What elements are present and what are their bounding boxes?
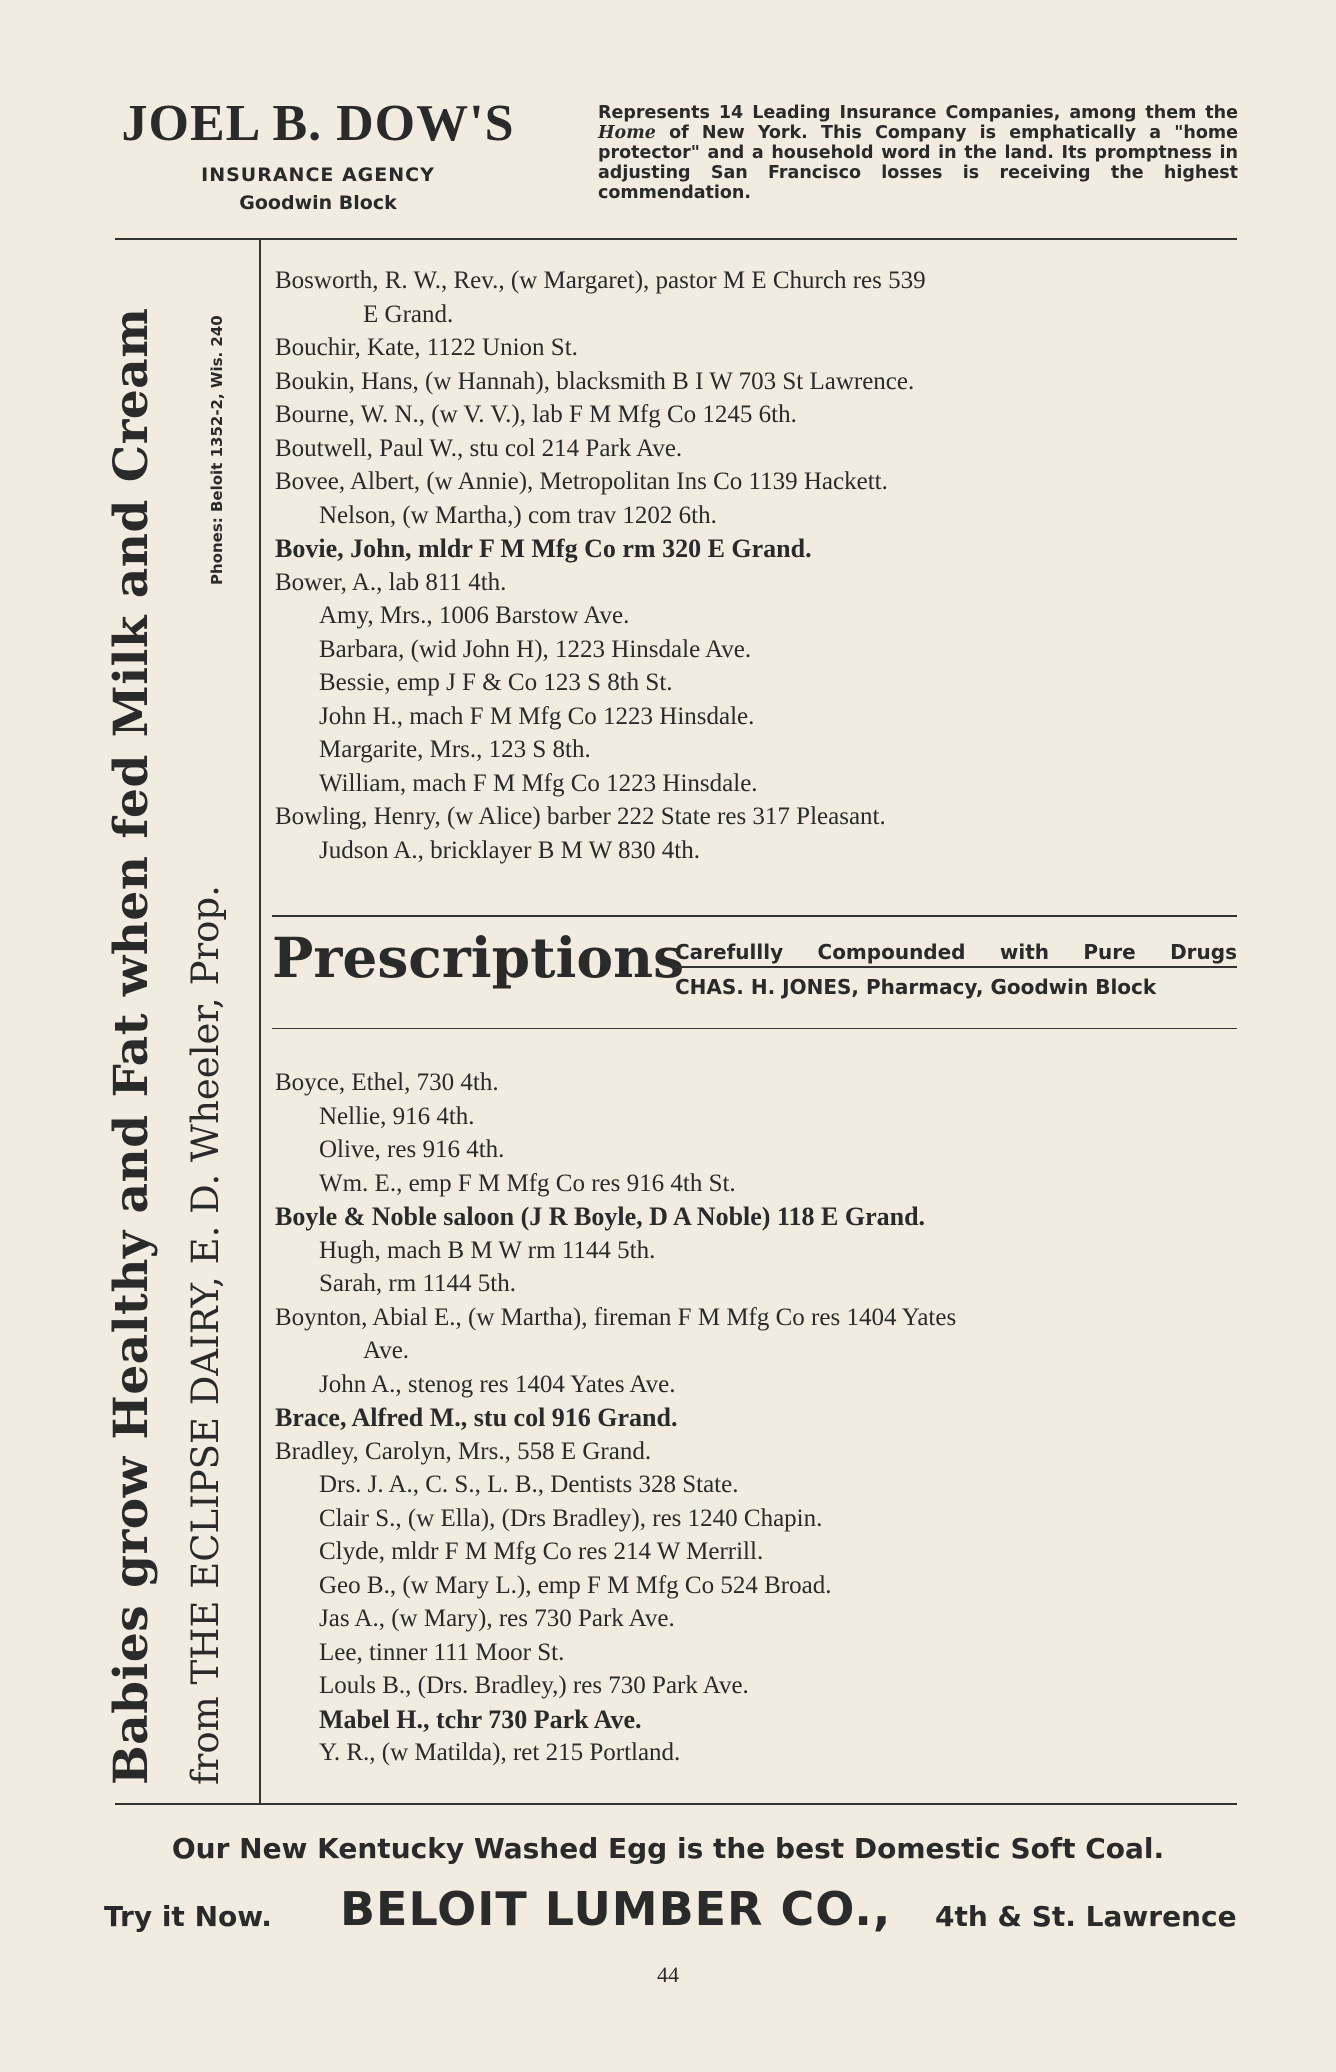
dow-desc-italic: Home — [598, 123, 656, 143]
entry-text: William, mach F M Mfg Co 1223 Hinsdale. — [319, 769, 758, 797]
entry-text: John A., stenog res 1404 Yates Ave. — [319, 1370, 676, 1398]
entry-text: Clyde, mldr F M Mfg Co res 214 W Merrill. — [319, 1538, 764, 1565]
dairy-slogan: Babies grow Healthy and Fat when fed Milk and Cream — [104, 307, 159, 1785]
directory-entry — [275, 767, 1240, 801]
entry-text: Brace, Alfred M., stu col 916 Grand. — [275, 1403, 678, 1432]
directory-entry — [275, 432, 1240, 466]
directory-entry — [275, 1167, 1240, 1201]
rx-pharmacy: CHAS. H. JONES, Pharmacy, Goodwin Block — [675, 975, 1157, 999]
rx-rule-bottom — [272, 1028, 1237, 1029]
directory-entry — [275, 733, 1240, 767]
directory-entry — [275, 1301, 1240, 1368]
directory-entry — [275, 264, 1240, 331]
entry-text: Louls B., (Drs. Bradley,) res 730 Park Ave. — [319, 1672, 749, 1699]
entry-text: Hugh, mach B M W rm 1144 5th. — [319, 1236, 656, 1264]
entry-text: Bovie, John, mldr F M Mfg Co rm 320 E Grand. — [275, 534, 812, 563]
entry-text: Boukin, Hans, (w Hannah), blacksmith B I W 703 St Lawrence. — [275, 367, 915, 395]
directory-entry — [275, 1200, 1240, 1234]
entry-text: Mabel H., tchr 730 Park Ave. — [319, 1704, 642, 1734]
rx-tagline: Carefullly Compounded with Pure Drugs — [675, 940, 1237, 968]
entry-text: Drs. J. A., C. S., L. B., Dentists 328 State. — [319, 1471, 739, 1498]
rx-rule-top — [272, 915, 1237, 917]
entry-text: Bowling, Henry, (w Alice) barber 222 State res 317 Pleasant. — [275, 803, 886, 830]
dow-agency-label: INSURANCE AGENCY — [201, 164, 435, 186]
entry-text: Bradley, Carolyn, Mrs., 558 E Grand. — [275, 1437, 652, 1465]
directory-entry — [275, 1602, 1240, 1636]
directory-entry — [275, 1569, 1240, 1603]
entry-text: Bovee, Albert, (w Annie), Metropolitan Ins Co 1139 Hackett. — [275, 468, 888, 495]
directory-entry — [275, 1502, 1240, 1536]
directory-entry — [275, 1669, 1240, 1703]
directory-entry — [275, 800, 1240, 834]
coal-ad-line: Our New Kentucky Washed Egg is the best Domestic Soft Coal. — [171, 1832, 1165, 1865]
entry-text: Barbara, (wid John H), 1223 Hinsdale Ave. — [319, 635, 752, 663]
column-rule — [259, 238, 261, 1804]
dow-name: JOEL B. DOW'S — [121, 95, 515, 152]
directory-entry — [275, 499, 1240, 533]
entry-text: John H., mach F M Mfg Co 1223 Hinsdale. — [319, 702, 755, 730]
directory-entry — [275, 1066, 1240, 1100]
beloit-lumber-address: 4th & St. Lawrence — [935, 1900, 1237, 1933]
dow-desc-a: Represents 14 Leading Insurance Companies, among them the — [598, 103, 1238, 123]
entry-text: Sarah, rm 1144 5th. — [319, 1270, 516, 1297]
entry-text: Wm. E., emp F M Mfg Co res 916 4th St. — [319, 1169, 736, 1197]
entry-text: Nelson, (w Martha,) com trav 1202 6th. — [319, 501, 717, 529]
dairy-name: from THE ECLIPSE DAIRY, E. D. Wheeler, Prop. — [184, 885, 227, 1785]
directory-entry — [275, 1133, 1240, 1167]
entry-text: Bourne, W. N., (w V. V.), lab F M Mfg Co 1245 6th. — [275, 401, 797, 428]
entry-text: Boynton, Abial E., (w Martha), fireman F M Mfg Co res 1404 Yates — [275, 1303, 957, 1331]
directory-entry — [275, 365, 1240, 399]
directory-entry — [275, 633, 1240, 667]
directory-entry — [275, 1368, 1240, 1402]
entry-text: Bessie, emp J F & Co 123 S 8th St. — [319, 669, 673, 696]
entry-text: Olive, res 916 4th. — [319, 1136, 505, 1163]
bottom-rule — [115, 1803, 1237, 1805]
listings-top — [275, 264, 1240, 867]
dow-ad-description — [598, 103, 1238, 203]
entry-text: Margarite, Mrs., 123 S 8th. — [319, 736, 591, 763]
directory-entry — [275, 1435, 1240, 1469]
directory-entry — [275, 1468, 1240, 1502]
directory-entry — [275, 599, 1240, 633]
entry-text: Y. R., (w Matilda), ret 215 Portland. — [319, 1739, 681, 1766]
top-rule — [115, 238, 1237, 240]
directory-entry — [275, 700, 1240, 734]
directory-entry — [275, 331, 1240, 365]
entry-text: Judson A., bricklayer B M W 830 4th. — [319, 836, 701, 864]
entry-text: Bosworth, R. W., Rev., (w Margaret), pastor M E Church res 539 — [275, 267, 926, 294]
directory-entry — [275, 666, 1240, 700]
entry-text: Boyle & Noble saloon (J R Boyle, D A Noble) 118 E Grand. — [275, 1202, 926, 1231]
dairy-phones: Phones: Beloit 1352-2, Wis. 240 — [208, 315, 226, 585]
entry-text: Amy, Mrs., 1006 Barstow Ave. — [319, 602, 630, 629]
directory-entry — [275, 1401, 1240, 1435]
directory-entry — [275, 398, 1240, 432]
directory-entry — [275, 1267, 1240, 1301]
directory-entry — [275, 465, 1240, 499]
directory-entry — [275, 1636, 1240, 1670]
dow-location: Goodwin Block — [239, 192, 397, 214]
directory-entry — [275, 1736, 1240, 1770]
directory-entry — [275, 1100, 1240, 1134]
entry-text: Bouchir, Kate, 1122 Union St. — [275, 334, 578, 361]
directory-entry — [275, 1535, 1240, 1569]
listings-bottom — [275, 1066, 1240, 1770]
entry-text: Lee, tinner 111 Moor St. — [319, 1638, 565, 1666]
directory-entry — [275, 532, 1240, 566]
entry-text: Bower, A., lab 811 4th. — [275, 568, 507, 596]
entry-text: Nellie, 916 4th. — [319, 1102, 475, 1130]
entry-text: Boyce, Ethel, 730 4th. — [275, 1069, 499, 1096]
dow-desc-b: of New York. This Company is emphatically a "home protector" and a household word in the land. Its promptness in adjusting San Francisco losses is receiving the highest commendation. — [598, 123, 1238, 203]
page-number: 44 — [657, 1962, 679, 1987]
directory-entry — [275, 834, 1240, 868]
entry-text: Clair S., (w Ella), (Drs Bradley), res 1240 Chapin. — [319, 1504, 823, 1532]
entry-text: Boutwell, Paul W., stu col 214 Park Ave. — [275, 434, 683, 462]
entry-continuation: E Grand. — [363, 300, 454, 328]
coal-ad-try: Try it Now. — [104, 1900, 272, 1933]
beloit-lumber-brand: BELOIT LUMBER CO., — [340, 1882, 892, 1936]
entry-text: Jas A., (w Mary), res 730 Park Ave. — [319, 1605, 675, 1632]
entry-continuation: Ave. — [363, 1337, 410, 1364]
directory-entry — [275, 566, 1240, 600]
directory-entry — [275, 1703, 1240, 1737]
dow-agency-ad — [108, 95, 528, 214]
rx-title: Prescriptions — [272, 925, 685, 990]
directory-entry — [275, 1234, 1240, 1268]
entry-text: Geo B., (w Mary L.), emp F M Mfg Co 524 Broad. — [319, 1571, 832, 1599]
